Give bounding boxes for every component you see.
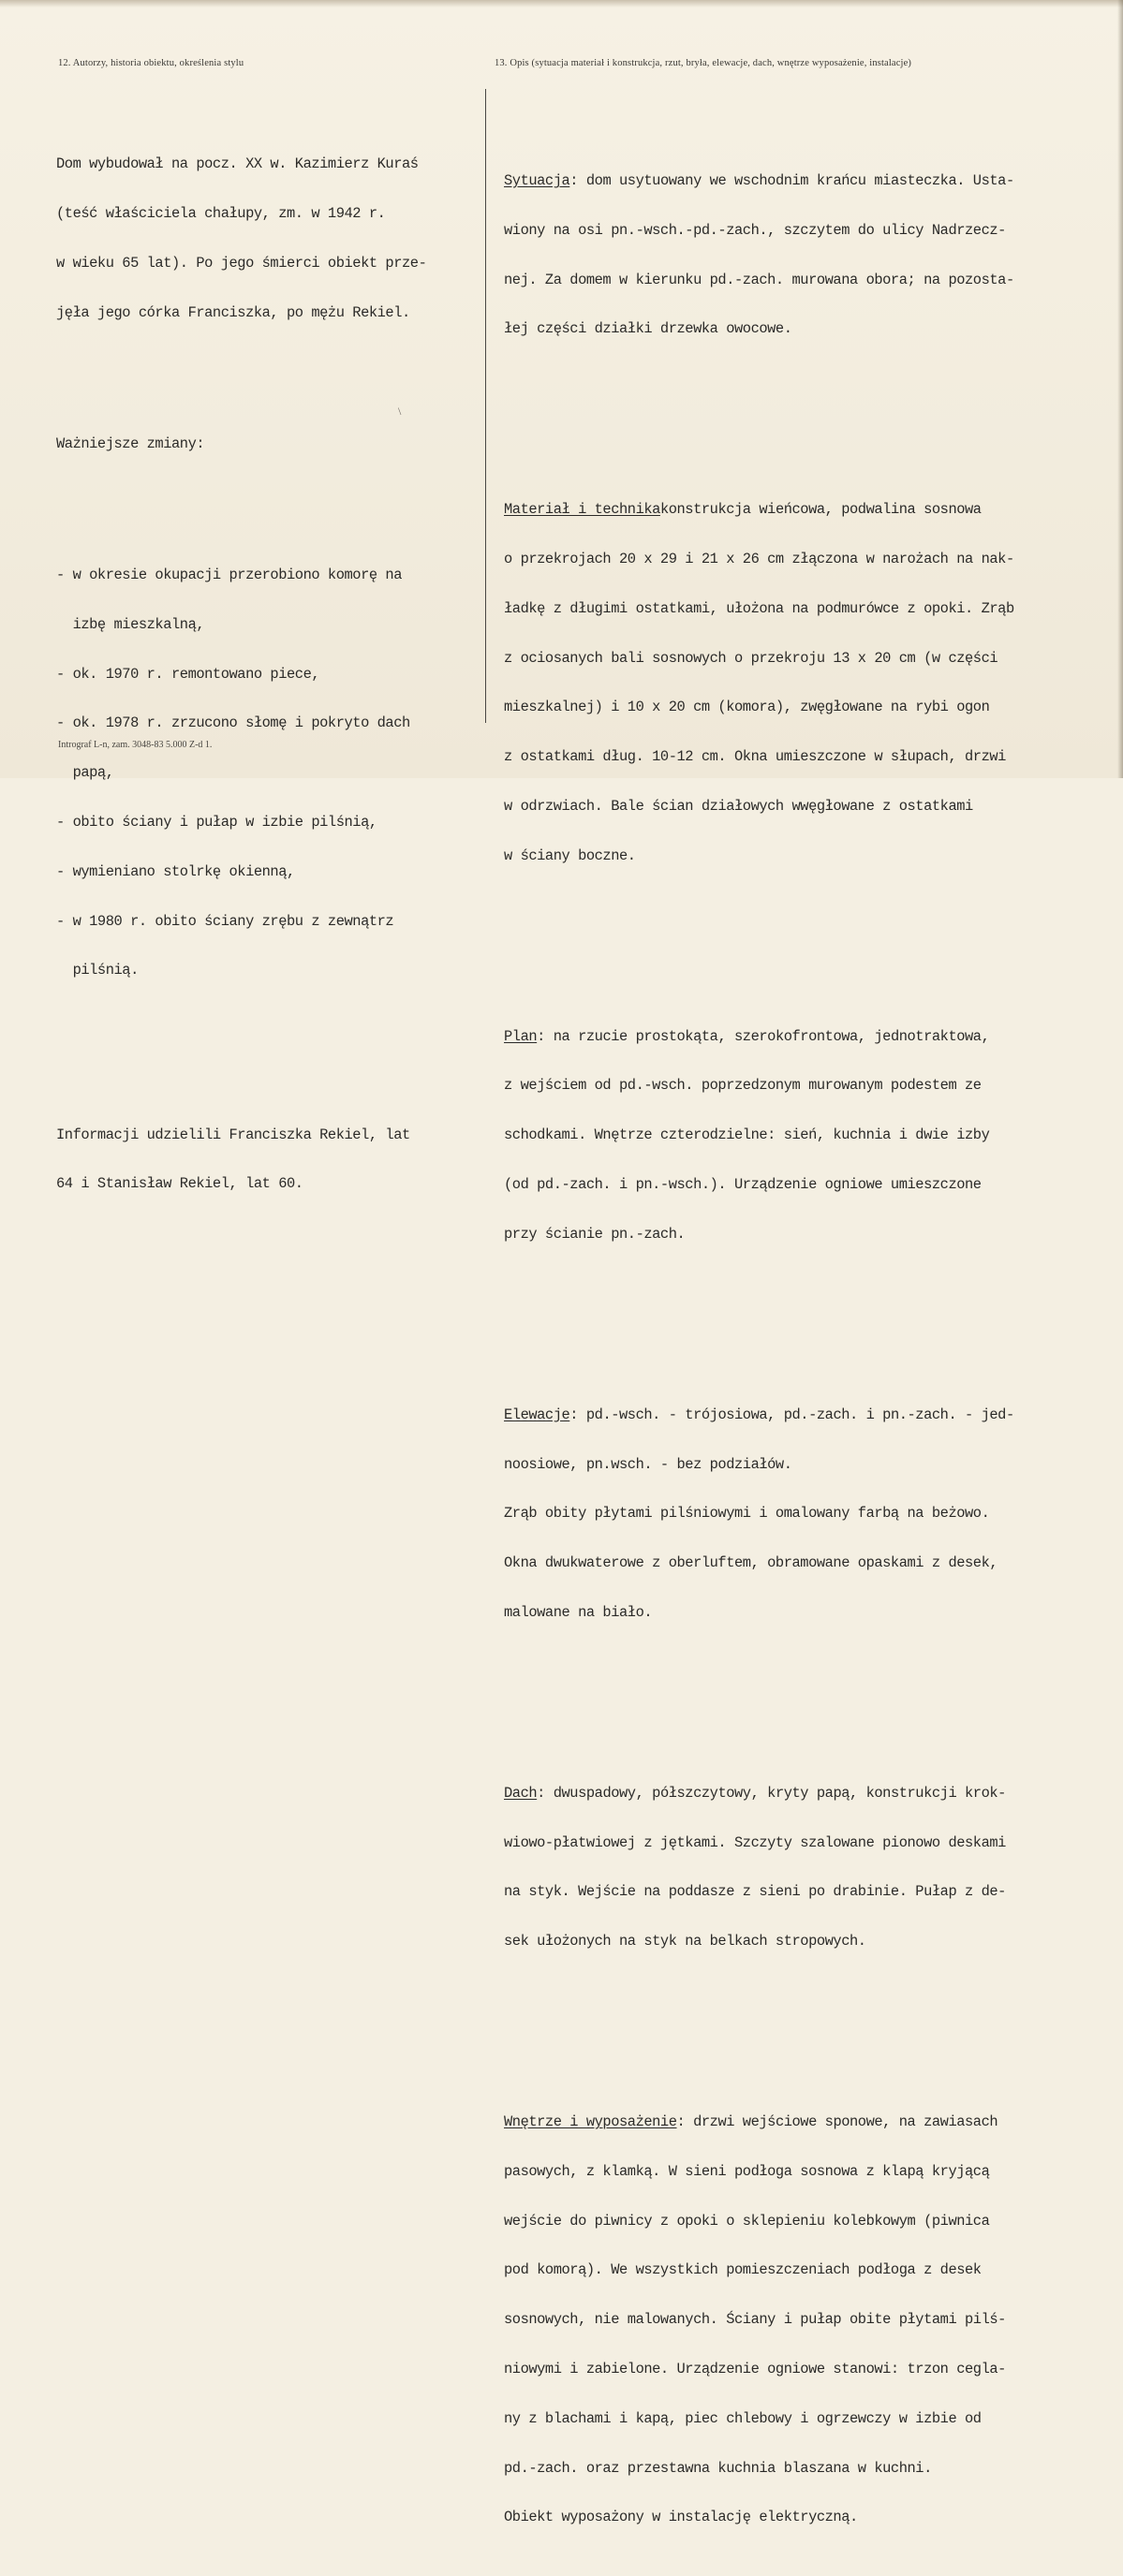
text-line: przy ścianie pn.-zach. [504,1225,686,1243]
stray-mark: \ [398,405,402,418]
sytuacja-section [504,140,1075,371]
left-section-header: 12. Autorzy, historia obiektu, określenia stylu [58,58,244,68]
paper-right-shadow [1117,0,1123,778]
plan-section [504,995,1075,1275]
list-item: - w okresie okupacji przerobiono komorę na [56,567,403,584]
text-line: niowymi i zabielone. Urządzenie ogniowe stanowi: trzon cegla- [504,2360,1006,2377]
changes-list [56,535,473,1012]
text-line: mieszkalnej) i 10 x 20 cm (komora), zwęgłowane na rybi ogon [504,699,990,716]
text-line: : na rzucie prostokąta, szerokofrontowa, jednotraktowa, [537,1027,990,1045]
text-line: w ściany boczne. [504,846,636,864]
text-line: jęła jego córka Franciszka, po mężu Rekiel. [56,303,410,321]
text-line: sek ułożonych na styk na belkach stropowych. [504,1933,866,1950]
text-line: Informacji udzielili Franciszka Rekiel, lat [56,1126,410,1143]
printer-footer: Intrograf L-n, zam. 3048-83 5.000 Z-d 1. [58,740,213,750]
text-line: wiony na osi pn.-wsch.-pd.-zach., szczytem do ulicy Nadrzecz- [504,221,1006,239]
text-line: konstrukcja wieńcowa, podwalina sosnowa [659,501,982,519]
text-line: w odrzwiach. Bale ścian działowych wwęgłowane z ostatkami [504,797,973,815]
text-line: z ociosanych bali sosnowych o przekroju 13 x 20 cm (w części [504,649,998,667]
list-item: papą, [56,764,114,782]
paper-top-shadow [0,0,1123,7]
text-line: (teść właściciela chałupy, zm. w 1942 r. [56,205,386,223]
text-line: : dom usytuowany we wschodnim krańcu miasteczka. Usta- [569,171,1014,189]
text-line: Zrąb obity płytami pilśniowymi i omalowany farbą na beżowo. [504,1505,990,1523]
text-line: pasowych, z klamką. W sieni podłoga sosnowa z klapą kryjącą [504,2162,990,2180]
text-line: sosnowych, nie malowanych. Ściany i pułap obite płytami pilś- [504,2311,1006,2329]
text-line: pod komorą). We wszystkich pomieszczeniach podłoga z desek [504,2261,982,2279]
text-line: w wieku 65 lat). Po jego śmierci obiekt prze- [56,254,427,272]
list-item: - ok. 1970 r. remontowano piece, [56,665,320,683]
text-line: wiowo-płatwiowej z jętkami. Szczyty szalowane pionowo deskami [504,1833,1006,1851]
text-line: z wejściem od pd.-wsch. poprzedzonym murowanym podestem ze [504,1077,982,1095]
text-line: malowane na biało. [504,1603,653,1621]
text-line: na styk. Wejście na poddasze z sieni po drabinie. Pułap z de- [504,1883,1006,1901]
wnetrze-section [504,2082,1075,2559]
right-column [504,91,1075,2576]
section-label: Plan [504,1027,538,1045]
right-section-header: 13. Opis (sytuacja materiał i konstrukcja, rzut, bryła, elewacje, dach, wnętrze wyposażenie, instalacje) [495,58,912,68]
elewacje-section [504,1375,1075,1655]
section-label: Wnętrze i wyposażenie [504,2113,677,2131]
text-line: Okna dwukwaterowe z oberluftem, obramowane opaskami z desek, [504,1554,998,1572]
text-line: ny z blachami i kapą, piec chlebowy i ogrzewczy w izbie od [504,2409,982,2427]
text-line: ładkę z długimi ostatkami, ułożona na podmurówce z opoki. Zrąb [504,599,1014,617]
material-section [504,469,1075,897]
section-label: Sytuacja [504,171,570,189]
text-line: o przekrojach 20 x 29 i 21 x 26 cm złączona w narożach na nak- [504,551,1014,568]
list-item: - ok. 1978 r. zrzucono słomę i pokryto dach [56,714,410,732]
text-line: (od pd.-zach. i pn.-wsch.). Urządzenie ogniowe umieszczone [504,1176,982,1193]
history-paragraph [56,124,473,354]
column-divider [485,89,486,723]
text-line: wejście do piwnicy z opoki o sklepieniu kolebkowym (piwnica [504,2212,990,2230]
text-line: schodkami. Wnętrze czterodzielne: sień, kuchnia i dwie izby [504,1126,990,1144]
list-item: - wymieniano stolrkę okienną, [56,862,295,880]
text-line: z ostatkami dług. 10-12 cm. Okna umieszczone w słupach, drzwi [504,748,1006,766]
text-line: pd.-zach. oraz przestawna kuchnia blaszana w kuchni. [504,2459,932,2477]
text-line: : drzwi wejściowe sponowe, na zawiasach [676,2113,998,2131]
text-line: Obiekt wyposażony w instalację elektryczną. [504,2509,858,2526]
text-line: noosiowe, pn.wsch. - bez podziałów. [504,1455,792,1473]
section-label: Elewacje [504,1406,570,1423]
text-line: 64 i Stanisław Rekiel, lat 60. [56,1175,303,1193]
text-line: : pd.-wsch. - trójosiowa, pd.-zach. i pn.-zach. - jed- [569,1406,1014,1423]
text-line: łej części działki drzewka owocowe. [504,320,792,338]
text-line: Dom wybudował na pocz. XX w. Kazimierz Kuraś [56,155,419,173]
list-item: - obito ściany i pułap w izbie pilśnią, [56,813,377,831]
list-item: pilśnią. [56,962,139,979]
list-item: - w 1980 r. obito ściany zrębu z zewnątrz [56,912,394,930]
section-label: Materiał i technika [504,501,660,519]
informants-paragraph [56,1094,473,1226]
left-column [56,91,473,1243]
dach-section [504,1753,1075,1983]
changes-title: Ważniejsze zmiany: [56,434,205,452]
text-line: nej. Za domem w kierunku pd.-zach. murowana obora; na pozosta- [504,271,1014,288]
list-item: izbę mieszkalną, [56,615,205,633]
section-label: Dach [504,1784,538,1802]
text-line: : dwuspadowy, półszczytowy, kryty papą, konstrukcji krok- [537,1784,1006,1802]
